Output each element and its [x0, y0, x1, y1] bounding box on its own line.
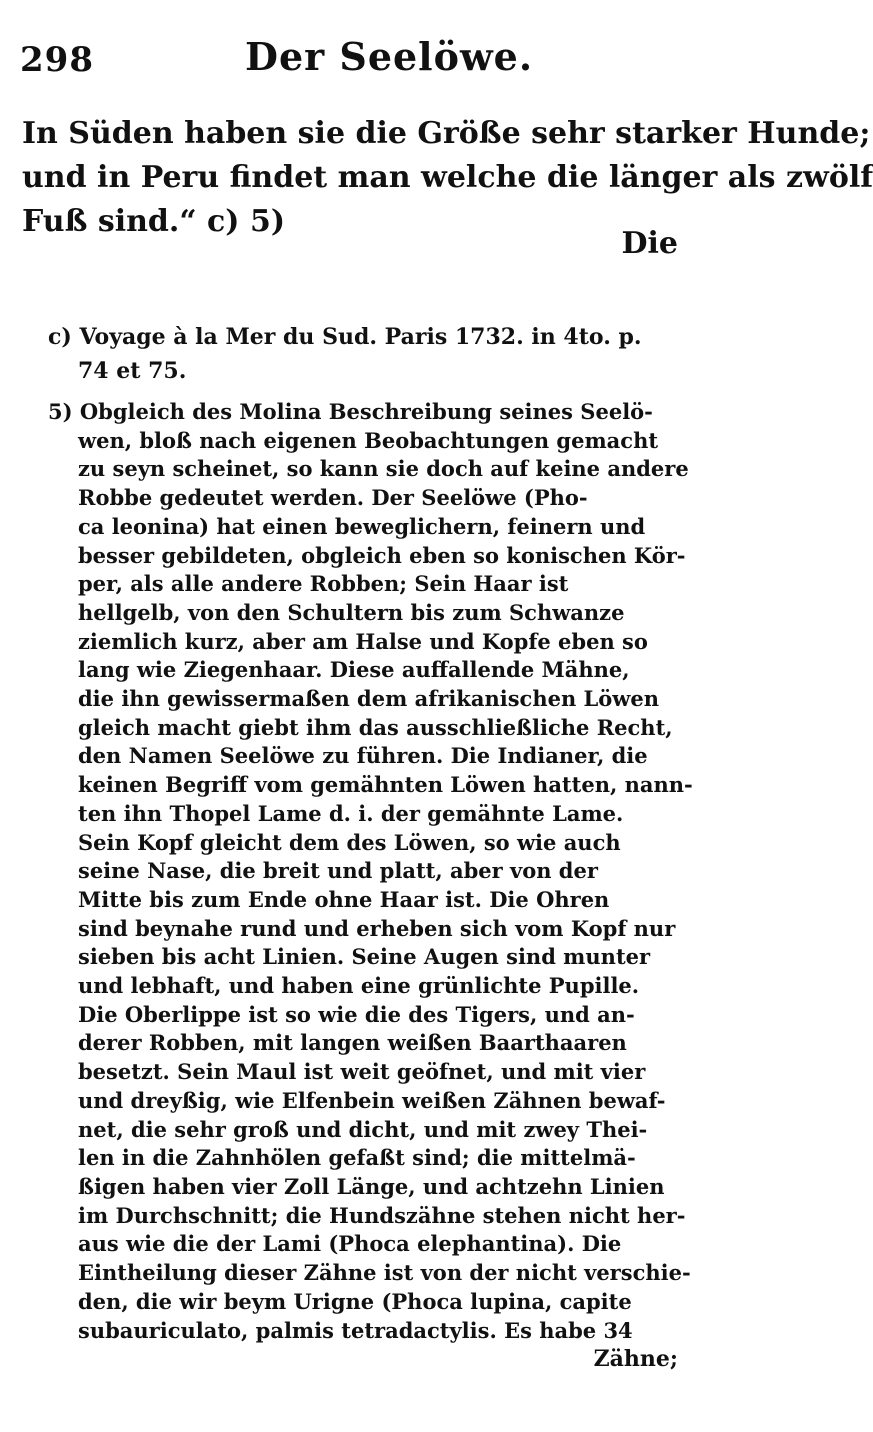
text-line: In Süden haben sie die Größe sehr starker Hunde; [22, 116, 871, 151]
footnote-line: subauriculato, palmis tetradactylis. Es habe 34 [78, 1317, 633, 1343]
footnote-line: die ihn gewissermaßen dem afrikanischen Löwen [78, 686, 660, 712]
footnote-line: ßigen haben vier Zoll Länge, und achtzehn Linien [78, 1173, 665, 1199]
page-number: 298 [20, 40, 94, 80]
footnote-line: Eintheilung dieser Zähne ist von der nicht verschie- [78, 1260, 691, 1286]
footnote-line: und lebhaft, und haben eine grünlichte Pupille. [78, 973, 640, 999]
footnote-line: len in die Zahnhölen gefaßt sind; die mittelmä- [78, 1145, 636, 1171]
footnote-line: ziemlich kurz, aber am Halse und Kopfe eben so [78, 628, 648, 654]
footnote-line: seine Nase, die breit und platt, aber von der [78, 858, 598, 884]
footnote-line: derer Robben, mit langen weißen Baarthaaren [78, 1030, 627, 1056]
footnote-5 [48, 398, 693, 1345]
footnote-line: ca leonina) hat einen beweglichern, feinern und [78, 513, 646, 539]
footnote-line: Die Oberlippe ist so wie die des Tigers, und an- [78, 1001, 635, 1027]
footnote-line: lang wie Ziegenhaar. Diese auffallende Mähne, [78, 657, 630, 683]
footnote-line: ten ihn Thopel Lame d. i. der gemähnte Lame. [78, 800, 624, 826]
text-line: Fuß sind.“ c) 5) [22, 204, 286, 239]
footnote-c [48, 320, 680, 388]
running-head: Der Seelöwe. [245, 34, 534, 79]
catchword: Die [621, 226, 678, 261]
page-header [20, 34, 660, 84]
footnote-line: net, die sehr groß und dicht, und mit zwey Thei- [78, 1116, 648, 1142]
footnote-line: c) Voyage à la Mer du Sud. Paris 1732. in 4to. p. [48, 324, 642, 350]
footnote-line: im Durchschnitt; die Hundszähne stehen nicht her- [78, 1202, 686, 1228]
footnote-line: zu seyn scheinet, so kann sie doch auf keine andere [78, 456, 689, 482]
footnote-line: sieben bis acht Linien. Seine Augen sind munter [78, 944, 651, 970]
footnote-line: hellgelb, von den Schultern bis zum Schwanze [78, 599, 625, 625]
footnote-line: 5) Obgleich des Molina Beschreibung seines Seelö- [48, 399, 653, 424]
footnote-line: sind beynahe rund und erheben sich vom Kopf nur [78, 915, 676, 941]
footnote-line: Sein Kopf gleicht dem des Löwen, so wie auch [78, 829, 621, 855]
footnote-line: und dreyßig, wie Elfenbein weißen Zähnen bewaf- [78, 1087, 666, 1113]
footnote-catchword: Zähne; [593, 1346, 678, 1372]
footnote-line: besser gebildeten, obgleich eben so konischen Kör- [78, 542, 686, 568]
footnote-line: besetzt. Sein Maul ist weit geöfnet, und mit vier [78, 1059, 646, 1085]
footnote-line: aus wie die der Lami (Phoca elephantina). Die [78, 1231, 622, 1257]
footnote-line: Mitte bis zum Ende ohne Haar ist. Die Ohren [78, 886, 610, 912]
footnote-line: gleich macht giebt ihm das ausschließliche Recht, [78, 714, 673, 740]
footnote-line: Robbe gedeutet werden. Der Seelöwe (Pho- [78, 485, 588, 511]
footnote-line: 74 et 75. [78, 358, 187, 384]
footnote-line: per, als alle andere Robben; Sein Haar ist [78, 571, 569, 597]
footnote-line: wen, bloß nach eigenen Beobachtungen gemacht [78, 427, 659, 453]
footnote-line: keinen Begriff vom gemähnten Löwen hatten, nann- [78, 772, 693, 798]
main-text [22, 112, 873, 244]
footnote-line: den Namen Seelöwe zu führen. Die Indianer, die [78, 743, 648, 769]
text-line: und in Peru findet man welche die länger als zwölf [22, 160, 873, 195]
footnote-line: den, die wir beym Urigne (Phoca lupina, capite [78, 1288, 632, 1314]
